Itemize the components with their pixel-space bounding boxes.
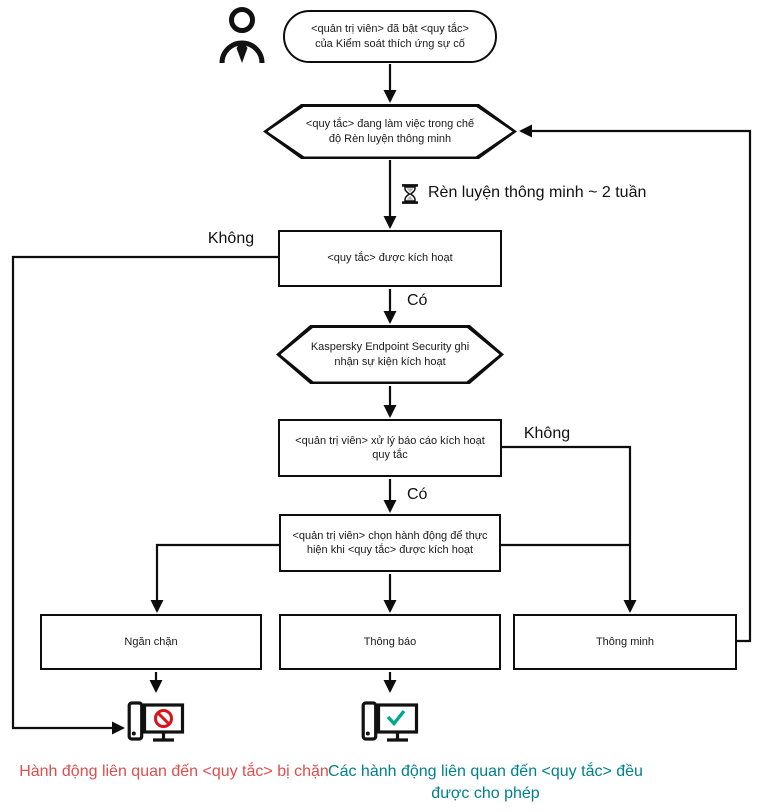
node-event-logged (276, 325, 504, 384)
edge-label-yes-report: Có (407, 486, 428, 503)
node-report-processed-label: <quản trị viên> xử lý báo cáo kích hoạt quy tắc (295, 434, 485, 461)
edge-choose-to-block (157, 545, 280, 611)
caption-blocked: Hành động liên quan đến <quy tắc> bị chặn (19, 763, 329, 780)
node-start-label: <quản trị viên> đã bật <quy tắc> của Kiểm soát thích ứng sự cố (311, 23, 469, 50)
node-choose-action (279, 514, 501, 572)
node-action-block-label: Ngăn chặn (124, 635, 178, 648)
allowed-computer-icon (361, 698, 419, 750)
node-rule-triggered (278, 230, 502, 287)
edge-label-yes-trigger: Có (407, 292, 428, 309)
node-event-logged-label: Kaspersky Endpoint Security ghi nhận sự kiện kích hoạt (310, 341, 470, 368)
node-action-smart (513, 614, 737, 670)
hourglass-icon (402, 184, 418, 204)
edge-no-report-to-smart (502, 447, 630, 611)
node-action-block (40, 614, 262, 670)
node-action-notify (279, 614, 501, 670)
node-action-smart-label: Thông minh (595, 635, 655, 648)
training-duration-label: Rèn luyện thông minh ~ 2 tuần (428, 184, 647, 201)
node-report-processed (278, 419, 502, 477)
node-start (283, 10, 497, 63)
edge-label-no-report: Không (523, 425, 571, 442)
node-choose-action-label: <quản trị viên> chọn hành động để thực hiện khi <quy tắc> được kích hoạt (292, 529, 488, 556)
person-icon (216, 6, 268, 64)
node-training-mode (263, 104, 517, 159)
node-rule-triggered-label: <quy tắc> được kích hoạt (327, 252, 453, 265)
blocked-computer-icon (127, 698, 185, 750)
caption-allowed: Các hành động liên quan đến <quy tắc> đều được cho phép (328, 763, 643, 802)
node-training-mode-label: <quy tắc> đang làm việc trong chế độ Rèn luyện thông minh (305, 118, 475, 145)
edge-smart-loop-to-training (521, 131, 750, 641)
node-action-notify-label: Thông báo (363, 635, 417, 648)
edge-label-no-trigger: Không (207, 230, 255, 247)
